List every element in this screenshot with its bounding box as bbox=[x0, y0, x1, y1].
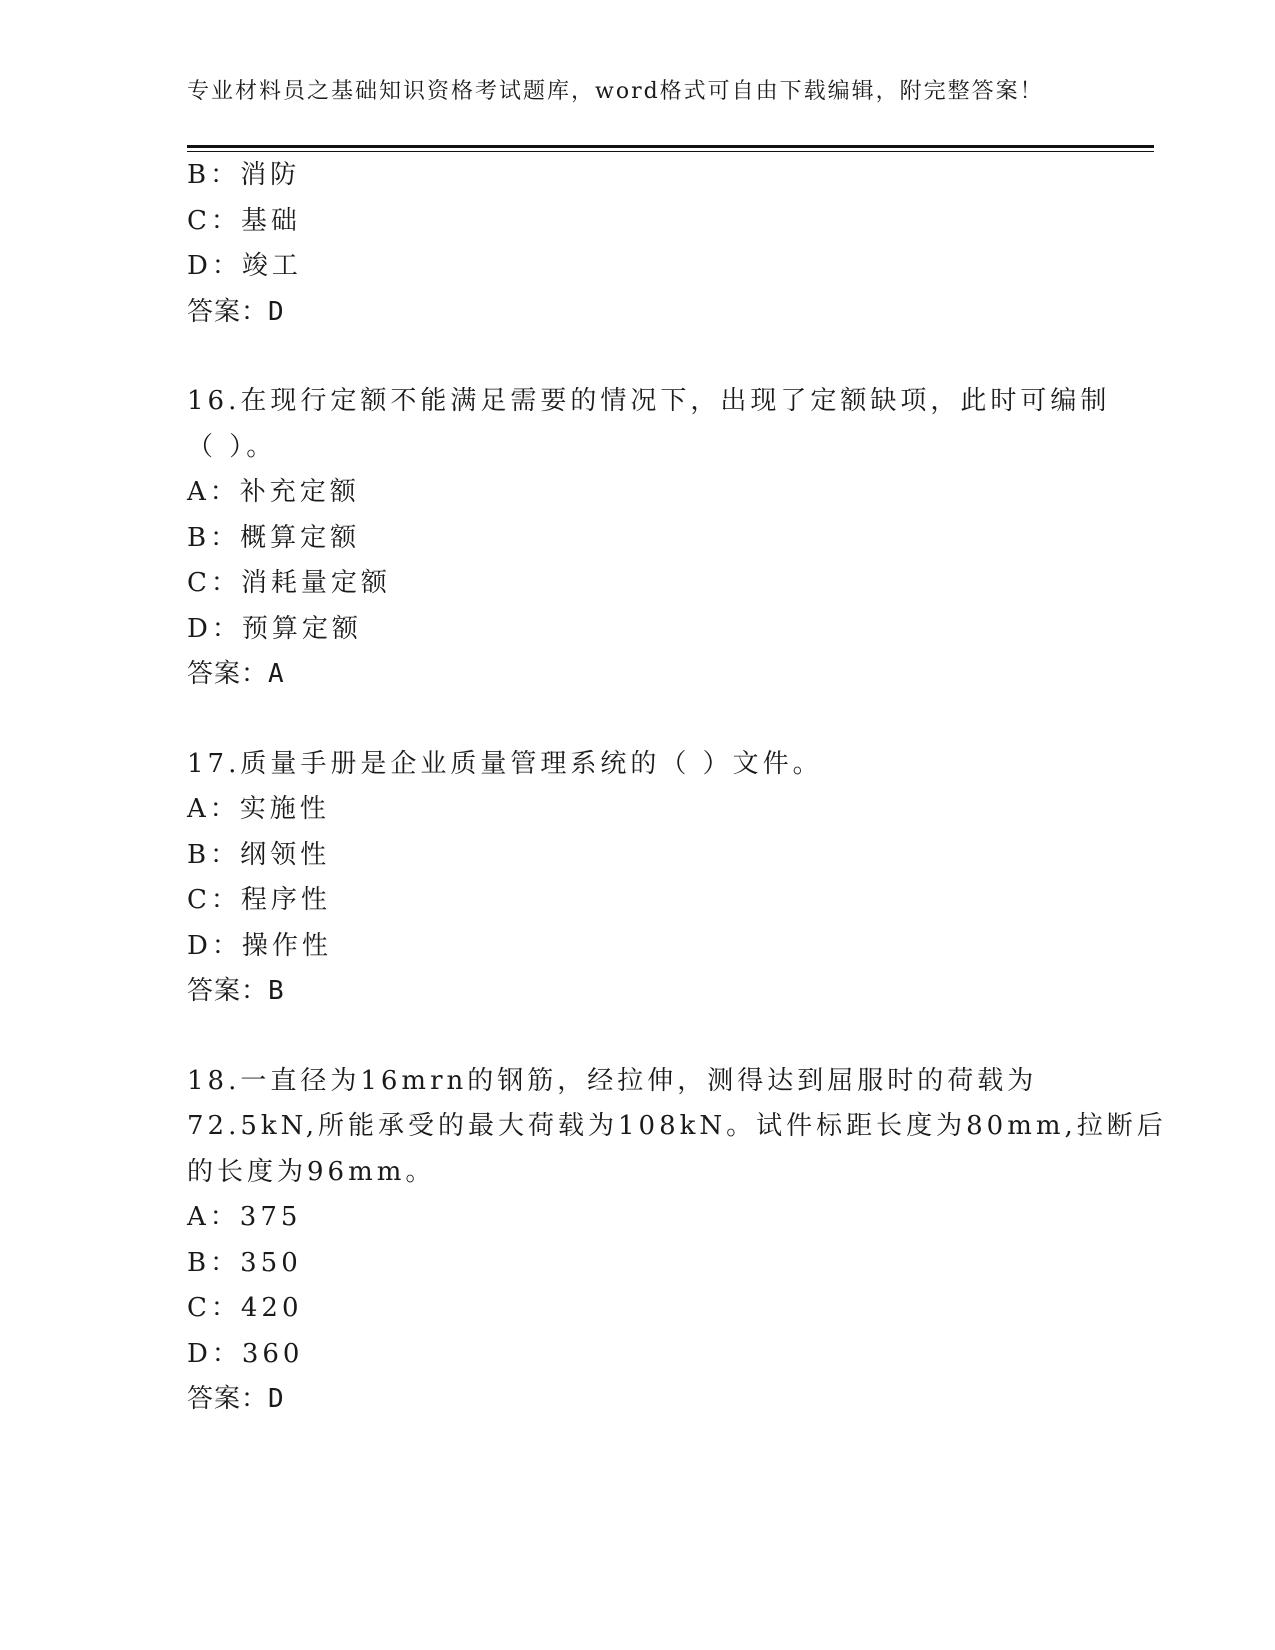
option: A：375 bbox=[187, 1202, 302, 1232]
answer: 答案：B bbox=[187, 976, 285, 1006]
page-header: 专业材料员之基础知识资格考试题库，word格式可自由下载编辑，附完整答案！ bbox=[187, 79, 1044, 104]
option: D：竣工 bbox=[187, 251, 302, 281]
question-16 bbox=[187, 379, 1111, 698]
option: B：消防 bbox=[187, 160, 301, 190]
carry-over-block bbox=[187, 153, 1087, 335]
answer: 答案：A bbox=[187, 659, 285, 689]
header-rule-thick bbox=[187, 145, 1154, 148]
question-content bbox=[187, 153, 1167, 1423]
option: C：基础 bbox=[187, 205, 301, 236]
answer: 答案：D bbox=[187, 296, 285, 327]
option: D：预算定额 bbox=[187, 613, 362, 644]
header-rule-thin bbox=[187, 151, 1154, 152]
spacer bbox=[187, 335, 1087, 379]
option: D：360 bbox=[187, 1338, 304, 1369]
question-text: 17.质量手册是企业质量管理系统的（ ）文件。 bbox=[187, 748, 823, 779]
answer: 答案：D bbox=[187, 1384, 285, 1414]
option: C：程序性 bbox=[187, 885, 331, 915]
option: B：纲领性 bbox=[187, 839, 331, 870]
question-text: （ ）。 bbox=[187, 431, 277, 462]
question-text: 72.5kN,所能承受的最大荷载为108kN。试件标距长度为80mm,拉断后 bbox=[187, 1111, 1167, 1141]
option: B：概算定额 bbox=[187, 522, 361, 553]
option: C：消耗量定额 bbox=[187, 568, 391, 598]
question-18 bbox=[187, 1059, 1167, 1423]
option: A：实施性 bbox=[187, 794, 330, 824]
question-text: 16.在现行定额不能满足需要的情况下，出现了定额缺项，此时可编制 bbox=[187, 386, 1111, 416]
option: C：420 bbox=[187, 1293, 303, 1323]
option: D：操作性 bbox=[187, 930, 332, 961]
option: B：350 bbox=[187, 1247, 302, 1278]
option: A：补充定额 bbox=[187, 477, 360, 507]
spacer bbox=[187, 1015, 1087, 1059]
question-text: 的长度为96mm。 bbox=[187, 1156, 436, 1187]
spacer bbox=[187, 698, 1087, 742]
question-17 bbox=[187, 742, 1087, 1015]
question-text: 18.一直径为16mrn的钢筋，经拉伸，测得达到屈服时的荷载为 bbox=[187, 1065, 1038, 1096]
